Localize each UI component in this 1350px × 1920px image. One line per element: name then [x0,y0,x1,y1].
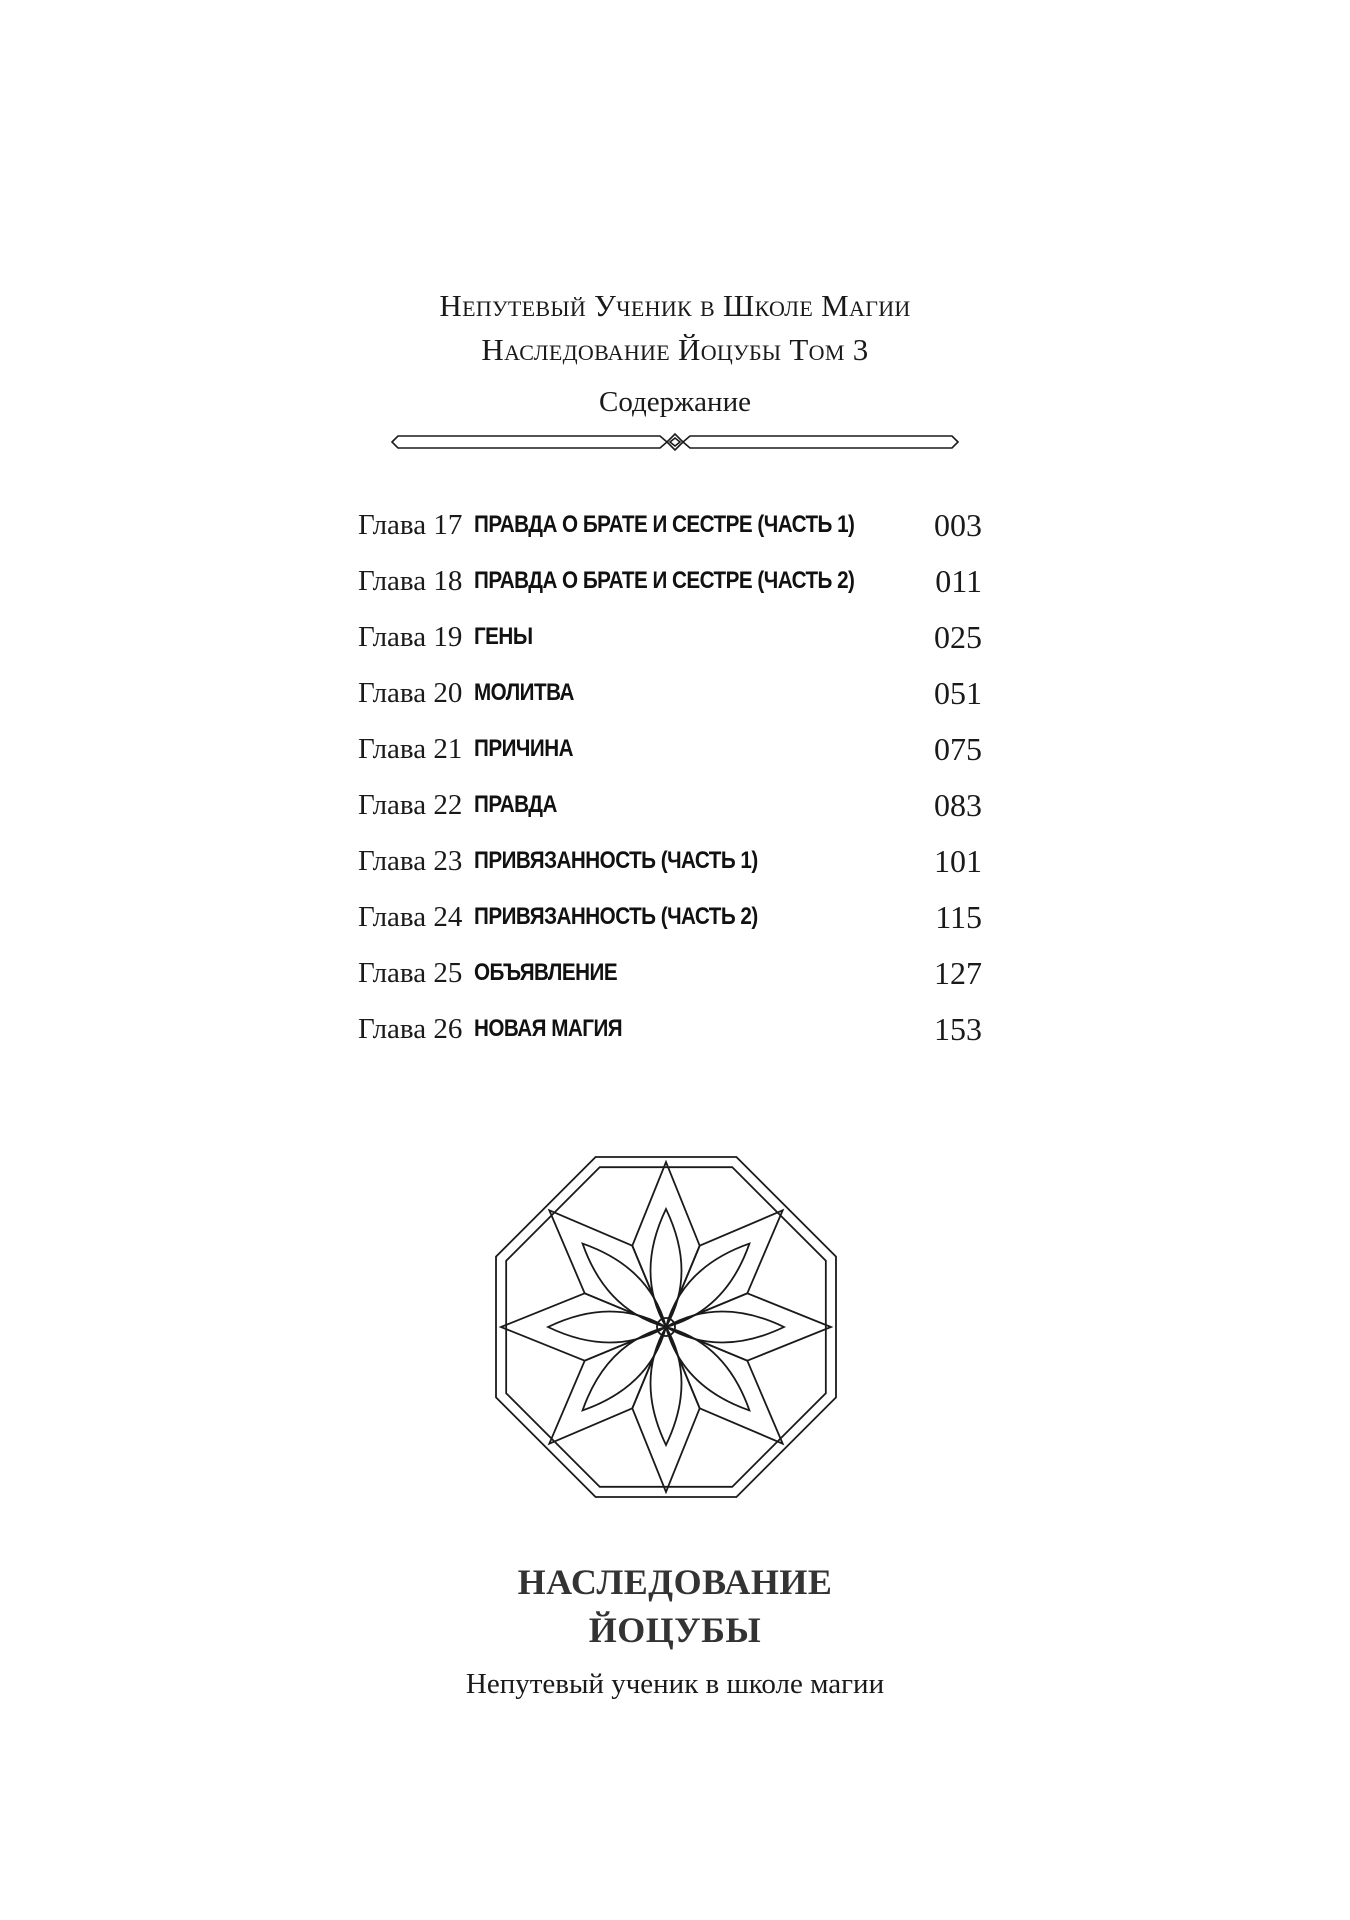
chapter-number: Глава 26 [358,1013,463,1045]
chapter-title: ПРИВЯЗАННОСТЬ (ЧАСТЬ 1) [474,847,758,874]
chapter-number: Глава 17 [358,509,463,541]
emblem-inner-petal [651,1327,682,1445]
chapter-number: Глава 25 [358,957,463,989]
chapter-page-number: 003 [934,507,982,543]
emblem-petal [666,1210,783,1327]
chapter-page-number: 101 [934,843,982,879]
footer-title-line-1: НАСЛЕДОВАНИЕ [517,1562,833,1602]
chapter-page-number: 075 [934,731,982,767]
toc-heading: Содержание [599,386,751,418]
emblem-inner-petal [583,1244,666,1327]
chapter-number: Глава 18 [358,565,463,597]
footer-subtitle: Непутевый ученик в школе магии [465,1668,885,1700]
chapter-page-number: 083 [934,787,982,823]
book-header [0,284,1350,422]
emblem-petal [549,1210,666,1327]
chapter-number: Глава 20 [358,677,463,709]
emblem-inner-petal [666,1312,784,1343]
toc-entry [358,836,982,886]
chapter-number: Глава 24 [358,901,463,933]
chapter-title: ОБЪЯВЛЕНИЕ [474,959,618,986]
chapter-title: ПРАВДА О БРАТЕ И СЕСТРЕ (ЧАСТЬ 1) [474,511,855,538]
chapter-title: МОЛИТВА [474,679,574,706]
chapter-title: ПРАВДА О БРАТЕ И СЕСТРЕ (ЧАСТЬ 2) [474,567,855,594]
emblem-petal [632,1327,699,1492]
series-title-line-2: Наследование Йоцубы Том 3 [481,332,869,367]
toc-entry [358,556,982,606]
chapter-page-number: 011 [935,563,982,599]
chapter-page-number: 115 [935,899,982,935]
chapter-page-number: 051 [934,675,982,711]
chapter-number: Глава 21 [358,733,463,765]
emblem-petal [632,1162,699,1327]
emblem-inner-petal [651,1209,682,1327]
toc-entry [358,668,982,718]
chapter-number: Глава 23 [358,845,463,877]
emblem-petal [501,1293,666,1360]
chapter-page-number: 127 [934,955,982,991]
toc-entry [358,780,982,830]
footer-title-line-2: ЙОЦУБЫ [588,1610,762,1650]
emblem-inner-petal [548,1312,666,1343]
series-title-line-1: Непутевый Ученик в Школе Магии [439,288,911,323]
toc-entry [358,948,982,998]
divider-ornament-icon [386,430,964,454]
emblem-petal [666,1293,831,1360]
toc-entry [358,1004,982,1054]
chapter-page-number: 025 [934,619,982,655]
chapter-number: Глава 19 [358,621,463,653]
chapter-page-number: 153 [934,1011,982,1047]
chapter-title: ГЕНЫ [474,623,533,650]
emblem-petal [666,1327,783,1444]
toc-entry [358,612,982,662]
emblem-inner-petal [583,1327,666,1410]
chapter-title: ПРИЧИНА [474,735,573,762]
chapter-title: НОВАЯ МАГИЯ [474,1015,623,1042]
octagon-flower-emblem-icon [481,1142,851,1512]
chapter-title: ПРАВДА [474,791,557,818]
toc-entry [358,724,982,774]
chapter-title: ПРИВЯЗАННОСТЬ (ЧАСТЬ 2) [474,903,758,930]
chapter-number: Глава 22 [358,789,463,821]
emblem-inner-petal [666,1244,749,1327]
emblem-petal [549,1327,666,1444]
toc-entry [358,500,982,550]
book-footer [0,1558,1350,1704]
toc-entry [358,892,982,942]
emblem-inner-petal [666,1327,749,1410]
